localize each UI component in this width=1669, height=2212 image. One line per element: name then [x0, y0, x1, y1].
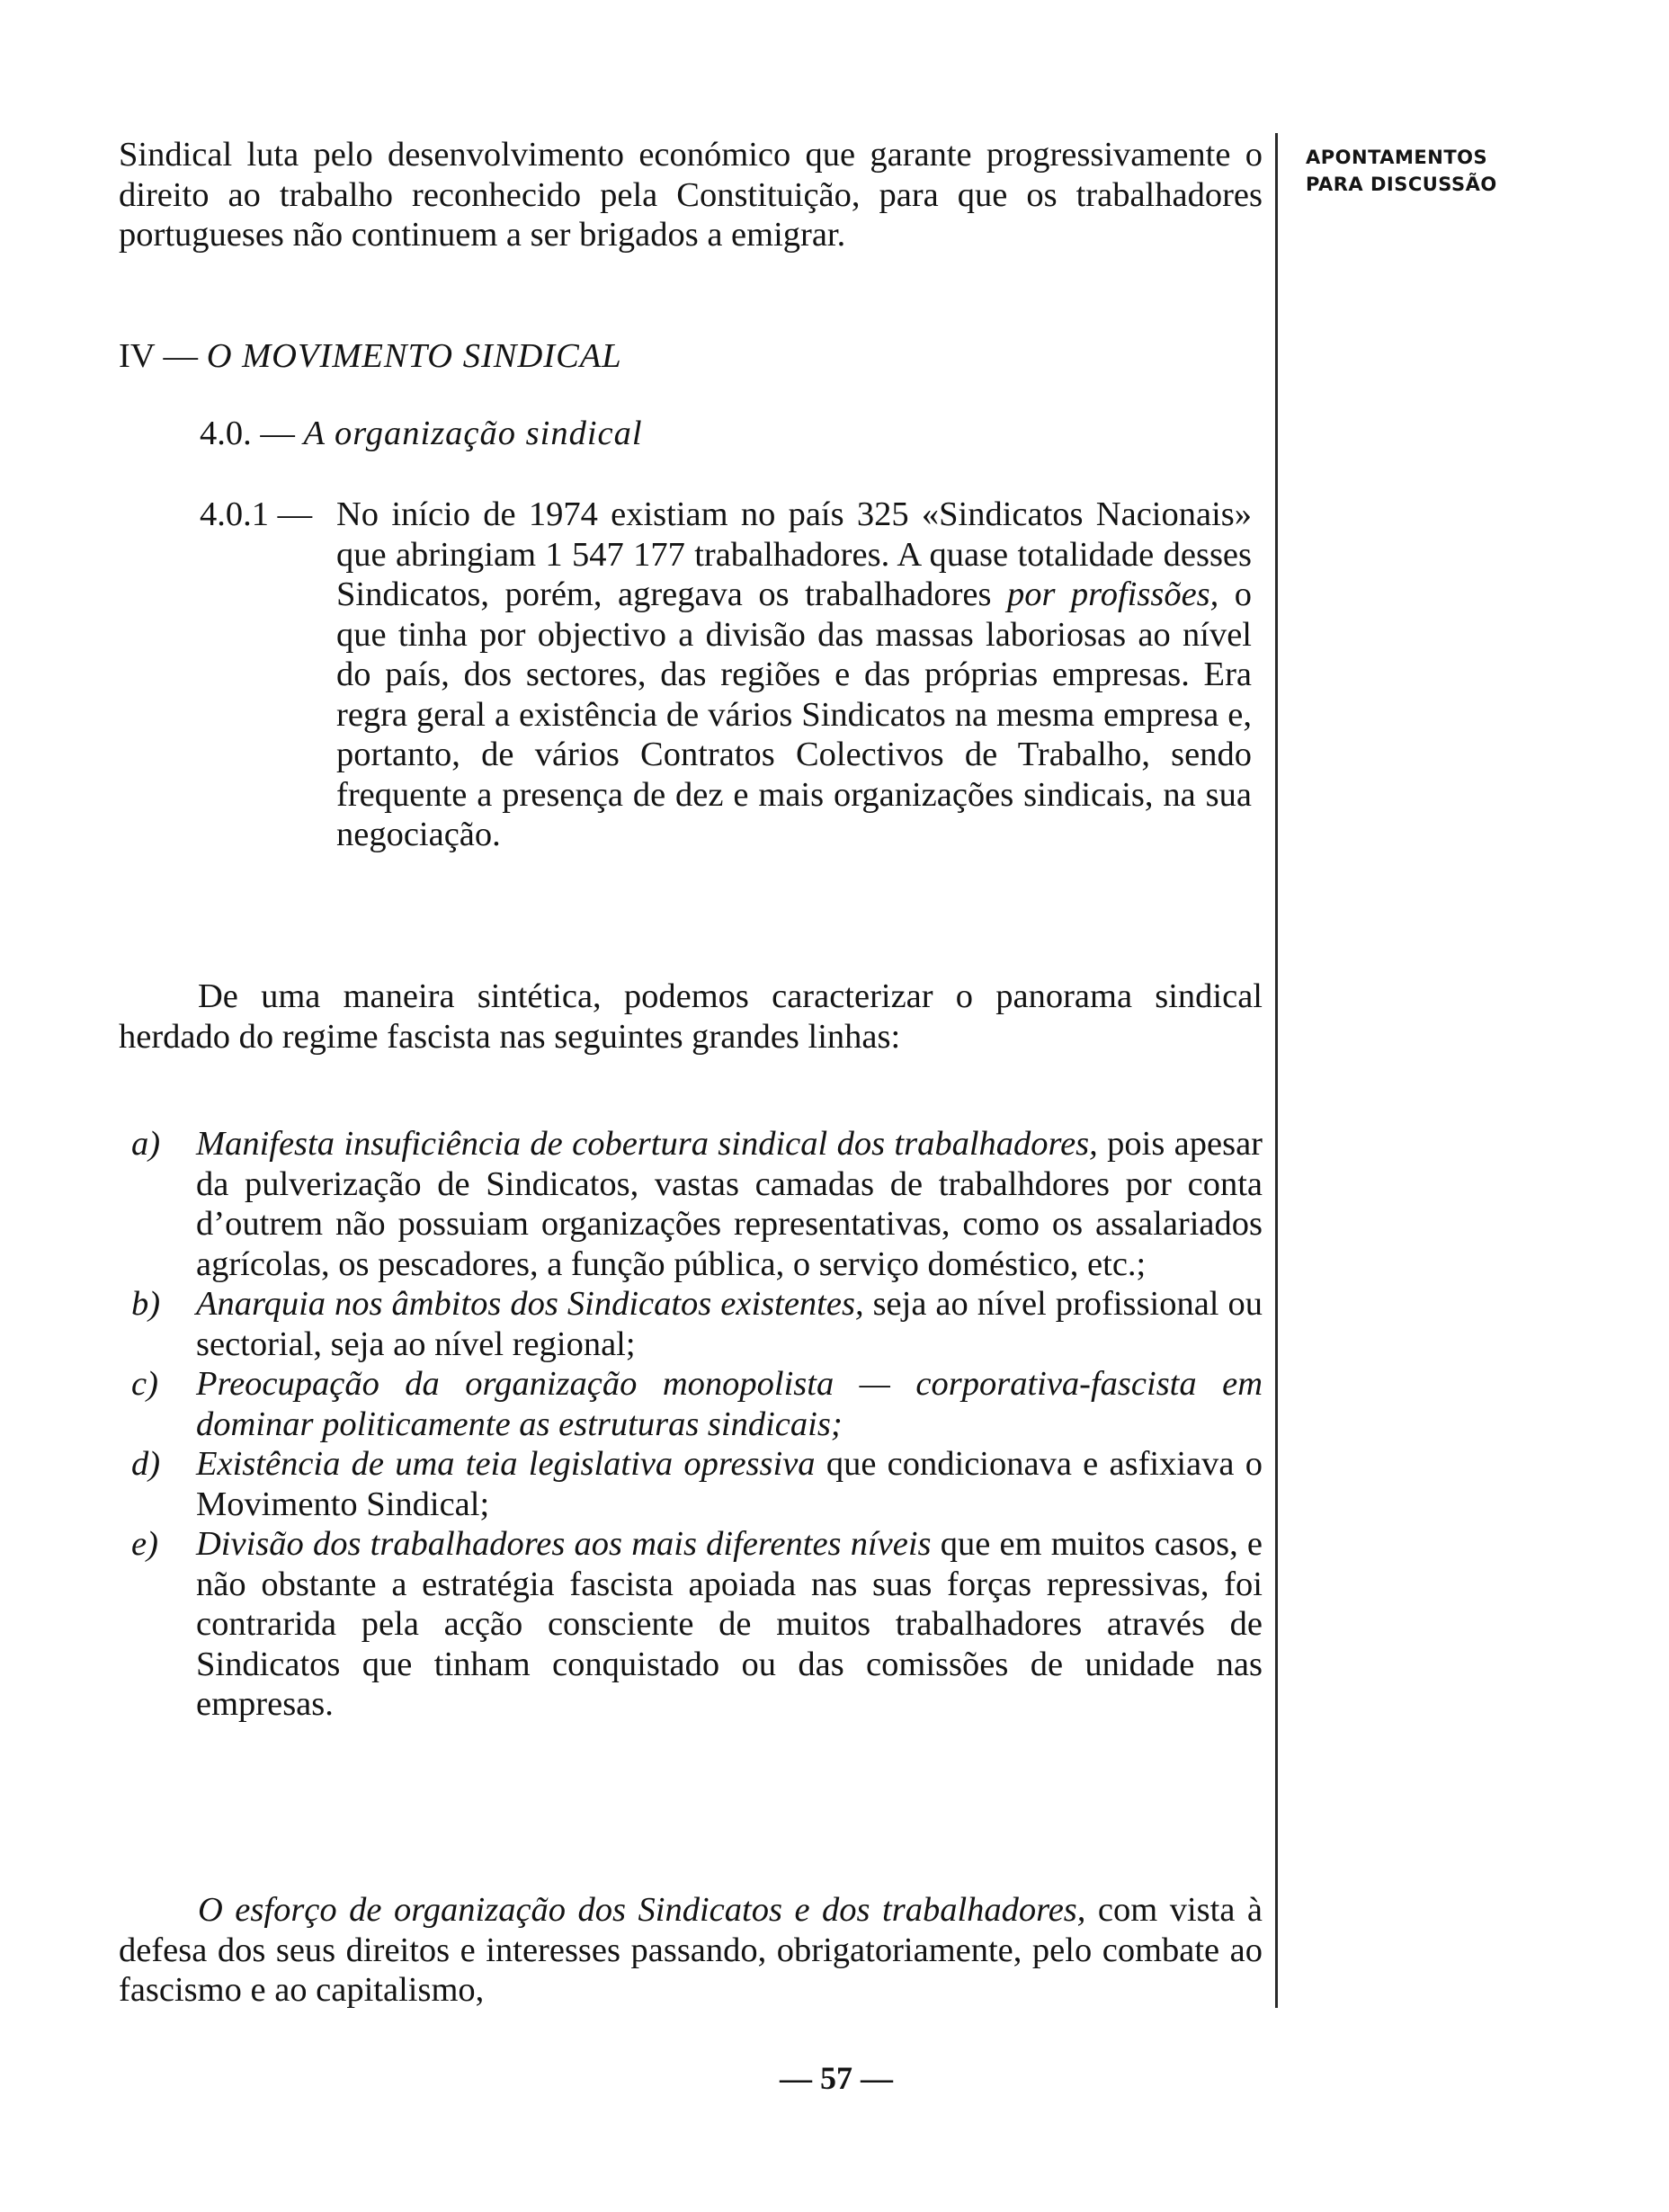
- intro-block: [119, 135, 1263, 255]
- closing-paragraph: [119, 1890, 1263, 2011]
- list-item-emphasis: Anarquia nos âmbitos dos Sindicatos existentes,: [196, 1285, 864, 1323]
- numbered-paragraph-text-before: No início de 1974 existiam no país 325 «Sindicatos Nacionais» que abringiam 1 547 177 trabalhadores. A quase totalidade desses Sindicatos, porém, agregava os trabalhadores: [336, 495, 1252, 613]
- subsection-number: 4.0. —: [200, 415, 295, 452]
- paragraph-number: 4.0.1 —: [200, 495, 313, 533]
- list-item: [131, 1284, 1263, 1364]
- list-item: [131, 1444, 1263, 1524]
- summary-paragraph: De uma maneira sintética, podemos caracterizar o panorama sindical herdado do regime fascista nas seguintes grandes linhas:: [119, 977, 1263, 1056]
- list-item-emphasis: Preocupação da organização monopolista — corporativa-fascista em dominar politicamente as estruturas sindicais;: [196, 1365, 1263, 1443]
- numbered-paragraph-text: [336, 495, 1252, 855]
- list-item-text: [196, 1444, 1263, 1524]
- margin-note-line-2: PARA DISCUSSÃO: [1306, 174, 1497, 195]
- list-item-letter: c): [131, 1365, 158, 1403]
- closing-paragraph-emphasis: O esforço de organização dos Sindicatos e dos trabalhadores,: [198, 1891, 1086, 1929]
- list-item-rest: que condicionava e asfixiava o Movimento Sindical;: [196, 1445, 1263, 1523]
- subsection-heading: [200, 414, 643, 453]
- list-item-letter: e): [131, 1525, 158, 1563]
- section-title: O MOVIMENTO SINDICAL: [206, 337, 622, 375]
- list-item-rest: pois apesar da pulverização de Sindicatos, vastas camadas de trabalhdores por conta d’outrem não possuiam organizações representativas, como os assalariados agrícolas, os pescadores, a função pública, o serviço doméstico, etc.;: [196, 1125, 1263, 1283]
- list-item-letter: a): [131, 1125, 161, 1163]
- list-item: [131, 1364, 1263, 1444]
- list-item-rest: seja ao nível profissional ou sectorial, seja ao nível regional;: [196, 1285, 1263, 1363]
- list-item-text: [196, 1284, 1263, 1364]
- vertical-rule: [1275, 133, 1278, 2008]
- summary-block: [119, 977, 1263, 1057]
- subsection-title: A organização sindical: [303, 415, 643, 452]
- list-item-text: [196, 1524, 1263, 1725]
- page-number: — 57 —: [780, 2060, 893, 2096]
- list-item-emphasis: Manifesta insuficiência de cobertura sindical dos trabalhadores,: [196, 1125, 1098, 1163]
- list-item-emphasis: Existência de uma teia legislativa opressiva: [196, 1445, 816, 1483]
- closing-paragraph-rest: com vista à defesa dos seus direitos e interesses passando, obrigatoriamente, pelo combate ao fascismo e ao capitalismo,: [119, 1891, 1263, 2009]
- intro-paragraph: Sindical luta pelo desenvolvimento económico que garante progressivamente o direito ao trabalho reconhecido pela Constituição, para que os trabalhadores portugueses não continuem a ser brigados a emigrar.: [119, 136, 1263, 254]
- numbered-paragraph-text-after: o que tinha por objectivo a divisão das massas laboriosas ao nível do país, dos sectores, das regiões e das próprias empresas. Era regra geral a existência de vários Sindicatos na mesma empresa e, portanto, de vários Contratos Colectivos de Trabalho, sendo frequente a presença de dez e mais organizações sindicais, na sua negociação.: [336, 575, 1253, 853]
- numbered-paragraph: [200, 495, 1252, 855]
- numbered-paragraph-emphasis: por profissões,: [1006, 575, 1219, 613]
- margin-note-line-1: APONTAMENTOS: [1306, 147, 1488, 168]
- closing-block: [119, 1890, 1263, 2011]
- list-item: [131, 1124, 1263, 1284]
- list-item: [131, 1524, 1263, 1725]
- list-item-text: [196, 1124, 1263, 1284]
- list-item-letter: b): [131, 1285, 161, 1323]
- margin-note: [1306, 144, 1497, 198]
- list-item-emphasis: Divisão dos trabalhadores aos mais diferentes níveis: [196, 1525, 932, 1563]
- list-item-text: [196, 1364, 1263, 1444]
- section-number: IV —: [119, 337, 199, 375]
- section-heading: [119, 336, 622, 376]
- list-item-letter: d): [131, 1445, 161, 1483]
- list-item-rest: que em muitos casos, e não obstante a estratégia fascista apoiada nas suas forças repressivas, foi contrarida pela acção consciente de muitos trabalhadores através de Sindicatos que tinham conquistado ou das comissões de unidade nas empresas.: [196, 1525, 1263, 1723]
- characteristics-list: [131, 1124, 1263, 1725]
